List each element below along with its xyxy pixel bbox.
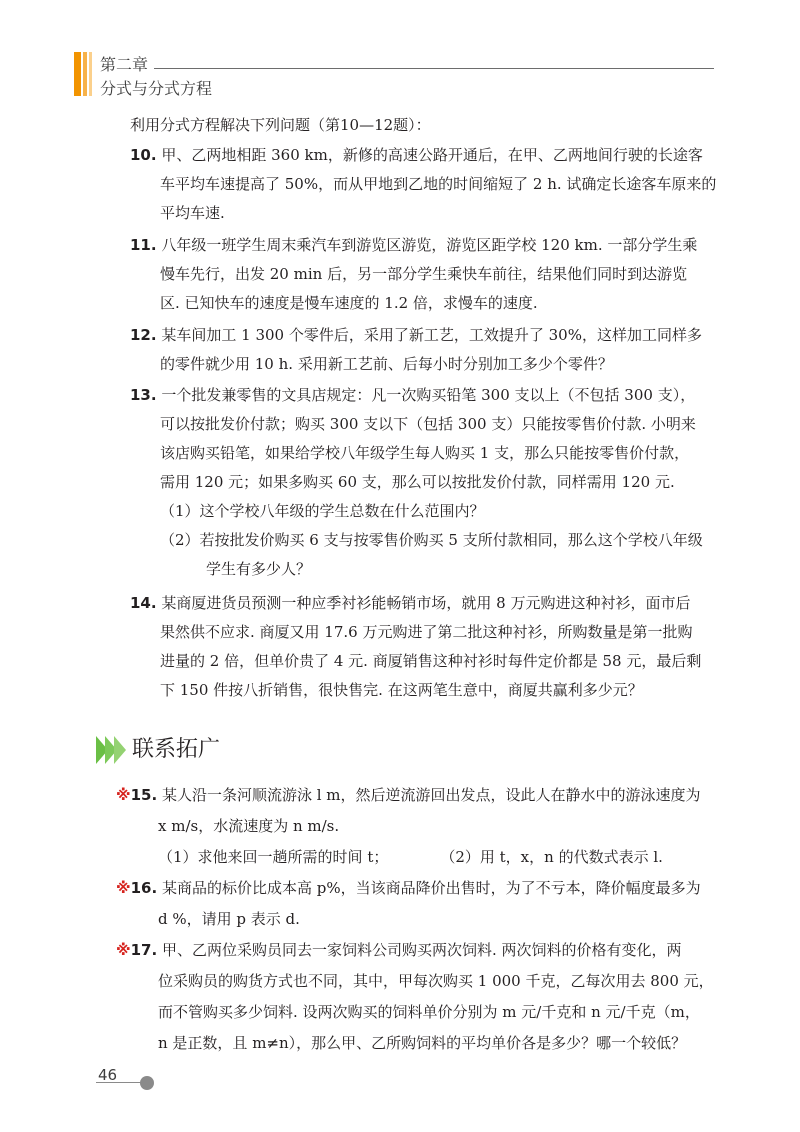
problem-line: n 是正数，且 m≠n），那么甲、乙所购饲料的平均单价各是多少？哪一个较低？ bbox=[158, 1034, 687, 1052]
problem-17 bbox=[116, 935, 736, 1059]
problem-line: 下 150 件按八折销售，很快售完. 在这两笔生意中，商厦共赢利多少元？ bbox=[160, 681, 643, 699]
problem-16 bbox=[116, 873, 736, 935]
problem-line: 慢车先行，出发 20 min 后，另一部分学生乘快车前往，结果他们同时到达游览 bbox=[160, 265, 688, 283]
sub-question: （1）求他来回一趟所需的时间 t； bbox=[158, 848, 389, 866]
page-number: 46 bbox=[98, 1066, 118, 1084]
problem-number: 16. bbox=[130, 879, 158, 897]
problem-line: 某车间加工 1 300 个零件后，采用了新工艺，工效提升了 30%，这样加工同样多 bbox=[161, 326, 702, 344]
sub-question: （2）用 t，x，n 的代数式表示 l. bbox=[440, 848, 663, 866]
section-title: 联系拓广 bbox=[132, 737, 221, 762]
problem-number: 15. bbox=[130, 786, 158, 804]
chapter-number: 第二章 bbox=[100, 55, 149, 74]
header-bar bbox=[74, 52, 81, 96]
sub-question-cont: 学生有多少人？ bbox=[206, 560, 312, 578]
sub-question: （2）若按批发价购买 6 支与按零售价购买 5 支所付款相同，那么这个学校八年级 bbox=[160, 531, 703, 549]
star-mark: ※ bbox=[116, 941, 131, 959]
header-bar bbox=[89, 52, 92, 96]
problem-10 bbox=[130, 141, 730, 228]
footer-dot bbox=[140, 1076, 154, 1090]
header-accent-bars bbox=[74, 52, 96, 96]
star-mark: ※ bbox=[116, 879, 131, 897]
problem-number: 14. bbox=[130, 594, 157, 612]
problem-line: 八年级一班学生周末乘汽车到游览区游览，游览区距学校 120 km. 一部分学生乘 bbox=[161, 236, 698, 254]
problem-line: 位采购员的购货方式也不同，其中，甲每次购买 1 000 千克，乙每次用去 800 元， bbox=[158, 972, 714, 990]
problem-line: 平均车速. bbox=[160, 204, 225, 222]
problem-line: 车平均车速提高了 50%，而从甲地到乙地的时间缩短了 2 h. 试确定长途客车原来的 bbox=[160, 175, 717, 193]
footer-rule bbox=[96, 1082, 146, 1083]
problem-number: 13. bbox=[130, 386, 157, 404]
problem-number: 10. bbox=[130, 146, 157, 164]
problem-line: 果然供不应求. 商厦又用 17.6 万元购进了第二批这种衬衫，所购数量是第一批购 bbox=[160, 623, 693, 641]
chevron-icon bbox=[114, 736, 126, 764]
chapter-title: 分式与分式方程 bbox=[100, 79, 213, 98]
problem-line: 可以按批发价付款；购买 300 支以下（包括 300 支）只能按零售价付款. 小明来 bbox=[160, 415, 696, 433]
problem-line: 该店购买铅笔，如果给学校八年级学生每人购买 1 支，那么只能按零售价付款， bbox=[160, 444, 690, 462]
problem-14 bbox=[130, 589, 730, 705]
problem-number: 17. bbox=[130, 941, 158, 959]
problem-line: 甲、乙两位采购员同去一家饲料公司购买两次饲料. 两次饲料的价格有变化，两 bbox=[161, 941, 682, 959]
problem-line: 某人沿一条河顺流游泳 l m，然后逆流游回出发点，设此人在静水中的游泳速度为 bbox=[161, 786, 701, 804]
problem-line: 区. 已知快车的速度是慢车速度的 1.2 倍，求慢车的速度. bbox=[160, 294, 538, 312]
sub-question: （1）这个学校八年级的学生总数在什么范围内？ bbox=[160, 502, 485, 520]
problem-15 bbox=[116, 780, 736, 873]
header-rule bbox=[154, 68, 714, 69]
problem-line: 某商厦进货员预测一种应季衬衫能畅销市场，就用 8 万元购进这种衬衫，面市后 bbox=[161, 594, 691, 612]
problem-line: x m/s，水流速度为 n m/s. bbox=[158, 817, 340, 835]
problem-number: 12. bbox=[130, 326, 157, 344]
problem-line: 一个批发兼零售的文具店规定：凡一次购买铅笔 300 支以上（不包括 300 支）， bbox=[161, 386, 696, 404]
problem-line: 的零件就少用 10 h. 采用新工艺前、后每小时分别加工多少个零件？ bbox=[160, 355, 613, 373]
instruction-text: 利用分式方程解决下列问题（第10—12题）： bbox=[130, 116, 431, 134]
problem-line: 进量的 2 倍，但单价贵了 4 元. 商厦销售这种衬衫时每件定价都是 58 元，最后剩 bbox=[160, 652, 702, 670]
sub-questions-row bbox=[116, 842, 736, 873]
header-bar bbox=[83, 52, 87, 96]
problem-11 bbox=[130, 231, 730, 318]
problem-line: d %，请用 p 表示 d. bbox=[158, 910, 300, 928]
star-mark: ※ bbox=[116, 786, 131, 804]
problem-13 bbox=[130, 381, 730, 584]
problem-line: 而不管购买多少饲料. 设两次购买的饲料单价分别为 m 元/千克和 n 元/千克（m， bbox=[158, 1003, 700, 1021]
problem-line: 需用 120 元；如果多购买 60 支，那么可以按批发价付款，同样需用 120 元. bbox=[160, 473, 675, 491]
problem-number: 11. bbox=[130, 236, 157, 254]
problem-line: 某商品的标价比成本高 p%，当该商品降价出售时，为了不亏本，降价幅度最多为 bbox=[161, 879, 701, 897]
problem-12 bbox=[130, 321, 730, 379]
problem-line: 甲、乙两地相距 360 km，新修的高速公路开通后，在甲、乙两地间行驶的长途客 bbox=[161, 146, 703, 164]
